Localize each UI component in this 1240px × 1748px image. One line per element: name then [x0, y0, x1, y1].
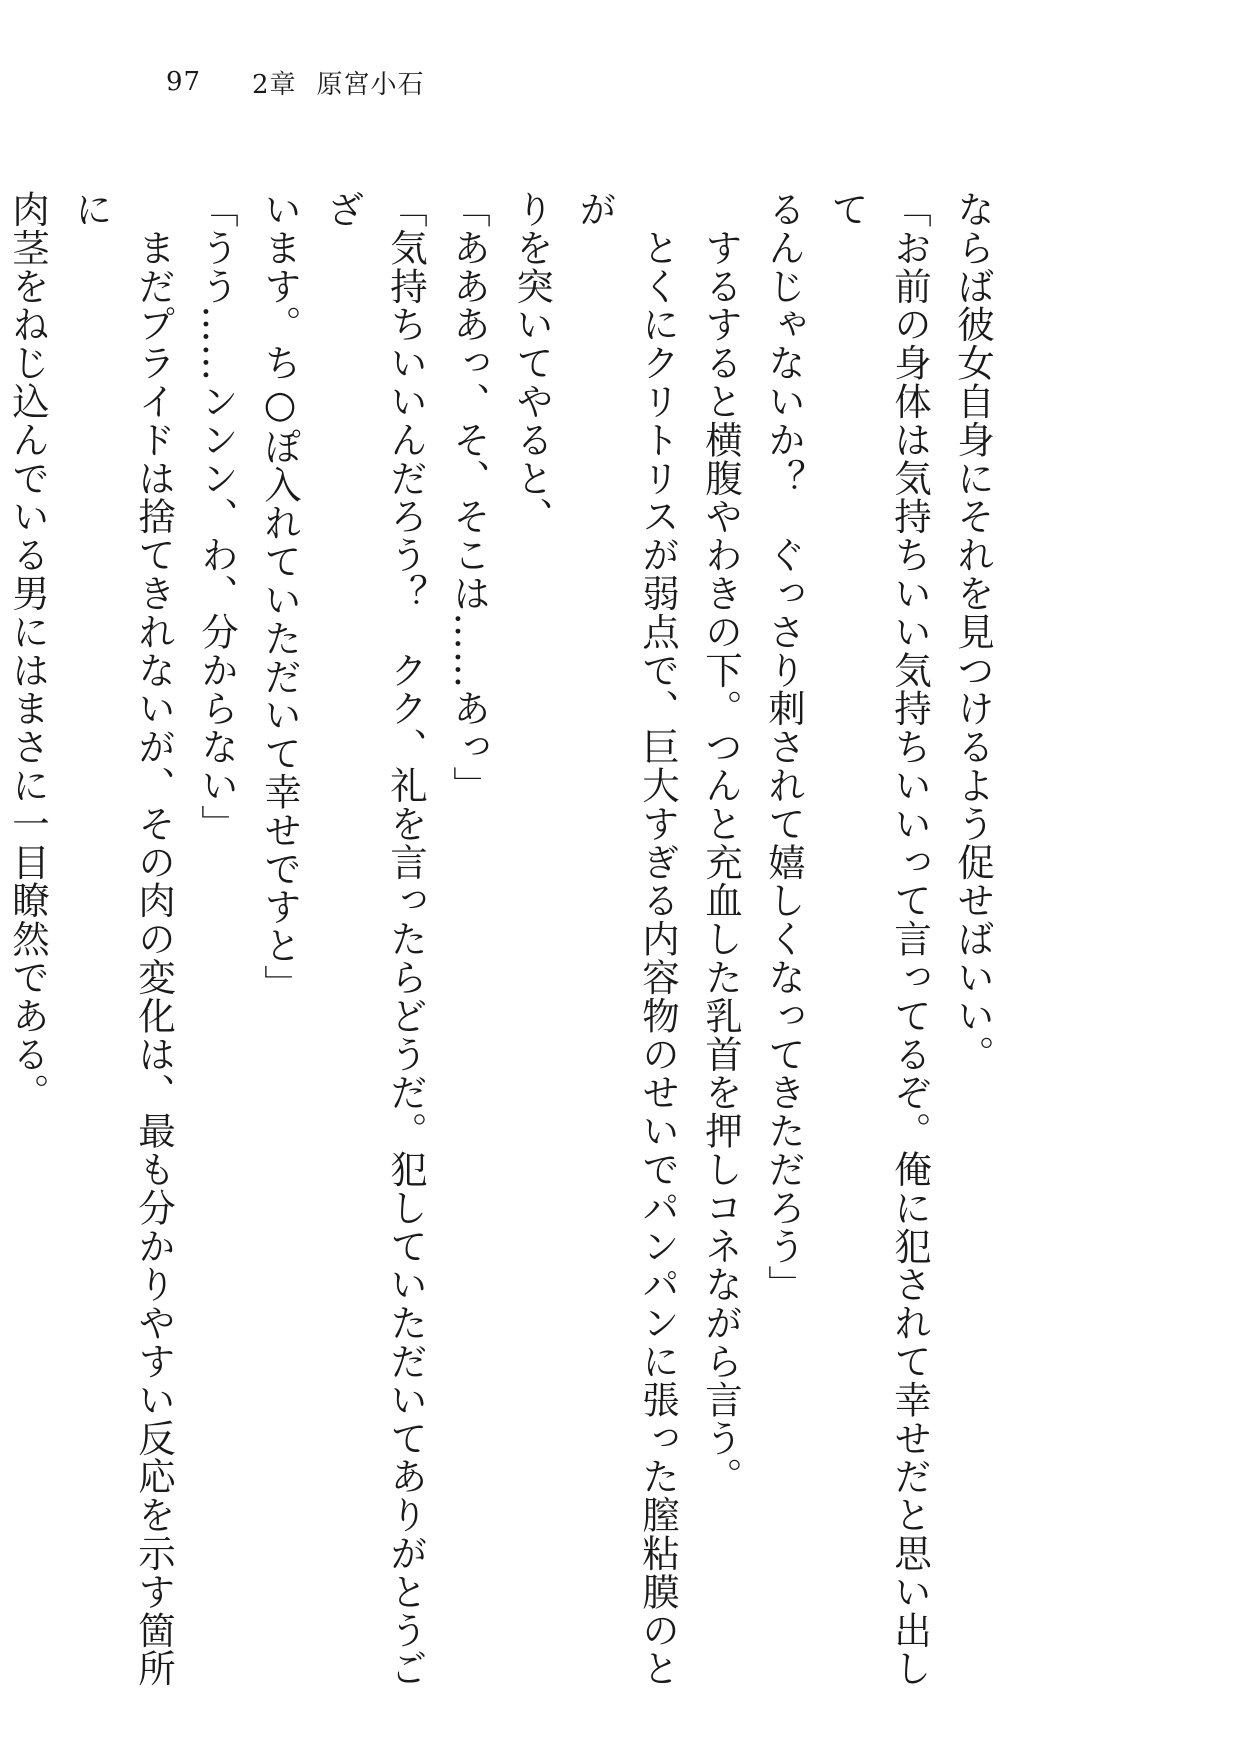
running-header	[166, 62, 425, 102]
page-number: 97	[166, 67, 202, 97]
text-line: 「あああっ、そ、そこは……あっ」	[447, 190, 491, 805]
text-line: まだプライドは捨てきれないが、その肉の変化は、最も分かりやすい反応を示す箇所に	[69, 190, 176, 1688]
text-line: るんじゃないか？ ぐっさり刺されて嬉しくなってきただろう」	[762, 190, 806, 1304]
text-line: ならば彼女自身にそれを見つけるよう促せばいい。	[951, 190, 995, 1074]
text-line: います。ち○ぽ入れていただいて幸せですと」	[258, 190, 302, 1003]
text-line: 「うう……ンンン、わ、分からない」	[195, 190, 239, 843]
text-line: 「気持ちいいんだろう？ クク、礼を言ったらどうだ。犯していただいてありがとうござ	[321, 190, 428, 1688]
text-line: りを突いてやると、	[510, 190, 554, 536]
text-line: するすると横腹やわきの下。つんと充血した乳首を押しコネながら言う。	[699, 190, 743, 1496]
text-line: とくにクリトリスが弱点で、巨大すぎる内容物のせいでパンパンに張った膣粘膜のとが	[573, 190, 680, 1688]
vertical-body-text	[6, 190, 1004, 1690]
text-line: 「お前の身体は気持ちいい気持ちいいって言ってるぞ。俺に犯されて幸せだと思い出して	[825, 190, 932, 1688]
text-line: 肉茎をねじ込んでいる男にはまさに一目瞭然である。	[6, 190, 50, 1112]
chapter-number: 2章	[252, 69, 297, 100]
chapter-title: 原宮小石	[316, 69, 425, 100]
